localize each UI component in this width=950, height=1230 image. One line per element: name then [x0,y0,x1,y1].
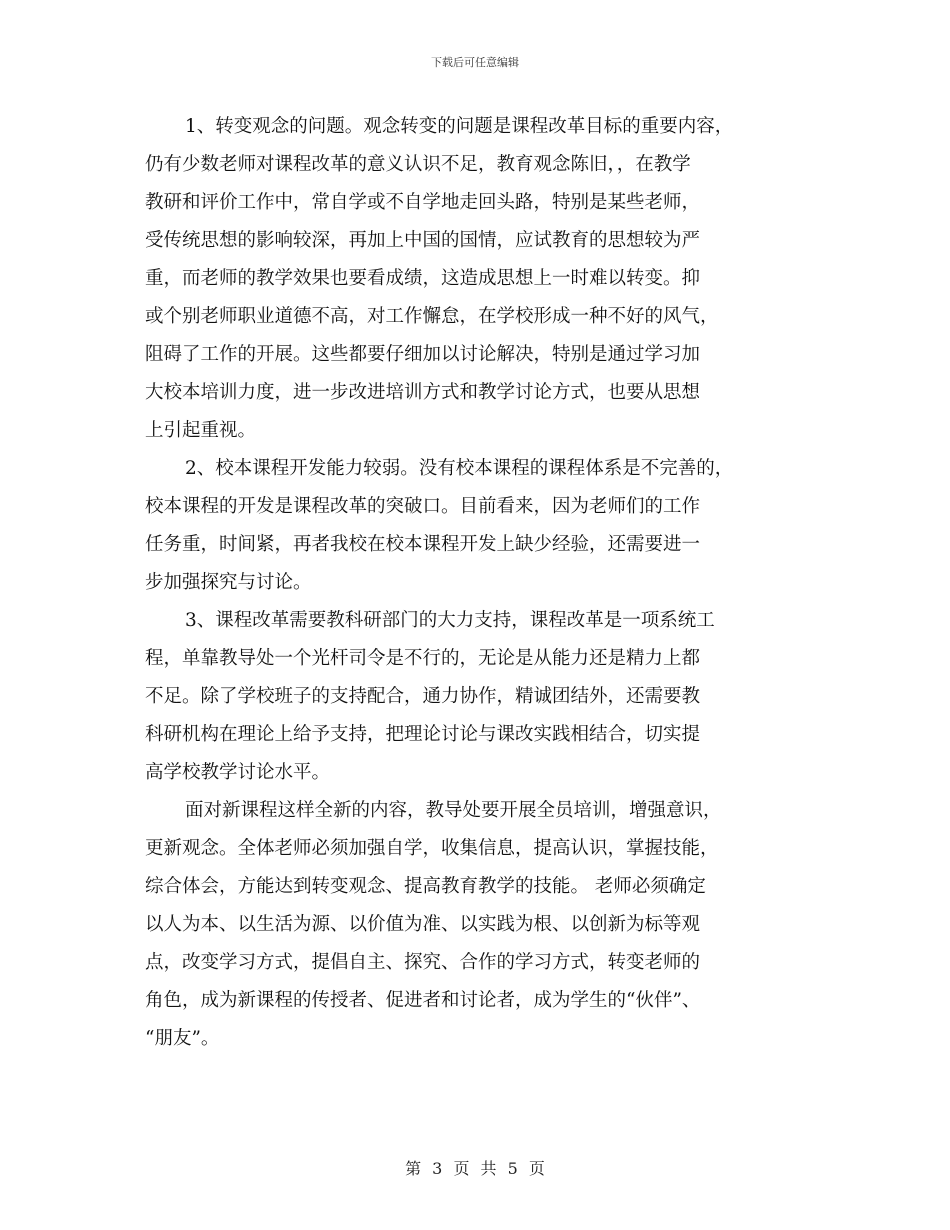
text-line: 校本课程的开发是课程改革的突破口。目前看来，因为老师们的工作 [145,496,701,517]
text-line: 角色，成为新课程的传授者、促进者和讨论者，成为学生的“伙伴”、 [145,990,701,1011]
text-line: 大校本培训力度，进一步改进培训方式和教学讨论方式，也要从思想 [145,382,701,403]
text-line: 教研和评价工作中，常自学或不自学地走回头路，特别是某些老师， [145,192,701,213]
text-line: 仍有少数老师对课程改革的意义认识不足，教育观念陈旧，，在教学 [145,154,691,175]
paragraph-1 [145,108,825,450]
text-line: 2、校本课程开发能力较弱。没有校本课程的课程体系是不完善的， [185,458,734,479]
text-line: 综合体会，方能达到转变观念、提高教育教学的技能。 老师必须确定 [145,876,706,897]
paragraph-4 [145,792,825,1058]
text-line: 点，改变学习方式，提倡自主、探究、合作的学习方式，转变老师的 [145,952,701,973]
text-line: 步加强探究与讨论。 [145,572,312,593]
text-line: 更新观念。全体老师必须加强自学，收集信息，提高认识，掌握技能， [145,838,719,859]
text-line: 上引起重视。 [145,420,257,441]
text-line: 阻碍了工作的开展。这些都要仔细加以讨论解决，特别是通过学习加 [145,344,701,365]
text-line: 面对新课程这样全新的内容，教导处要开展全员培训，增强意识， [185,800,722,821]
text-line: 以人为本、以生活为源、以价值为准、以实践为根、以创新为标等观 [145,914,701,935]
text-line: “朋友”。 [145,1028,220,1049]
text-line: 不足。除了学校班子的支持配合，通力协作，精诚团结外，还需要教 [145,686,701,707]
text-line: 重，而老师的教学效果也要看成绩，这造成思想上一时难以转变。抑 [145,268,701,289]
text-line: 科研机构在理论上给予支持，把理论讨论与课改实践相结合，切实提 [145,724,701,745]
page-header: 下载后可任意编辑 [431,56,519,69]
text-line: 1、转变观念的问题。观念转变的问题是课程改革目标的重要内容， [185,116,734,137]
text-line: 3、课程改革需要教科研部门的大力支持，课程改革是一项系统工 [185,610,715,631]
page-footer: 第 3 页 共 5 页 [405,1159,545,1178]
text-line: 高学校教学讨论水平。 [145,762,331,783]
text-line: 程，单靠教导处一个光杆司令是不行的，无论是从能力还是精力上都 [145,648,701,669]
document-body [145,108,825,1058]
text-line: 任务重，时间紧，再者我校在校本课程开发上缺少经验，还需要进一 [145,534,701,555]
text-line: 或个别老师职业道德不高，对工作懈怠，在学校形成一种不好的风气， [145,306,719,327]
paragraph-3 [145,602,825,792]
text-line: 受传统思想的影响较深，再加上中国的国情，应试教育的思想较为严 [145,230,701,251]
paragraph-2 [145,450,825,602]
